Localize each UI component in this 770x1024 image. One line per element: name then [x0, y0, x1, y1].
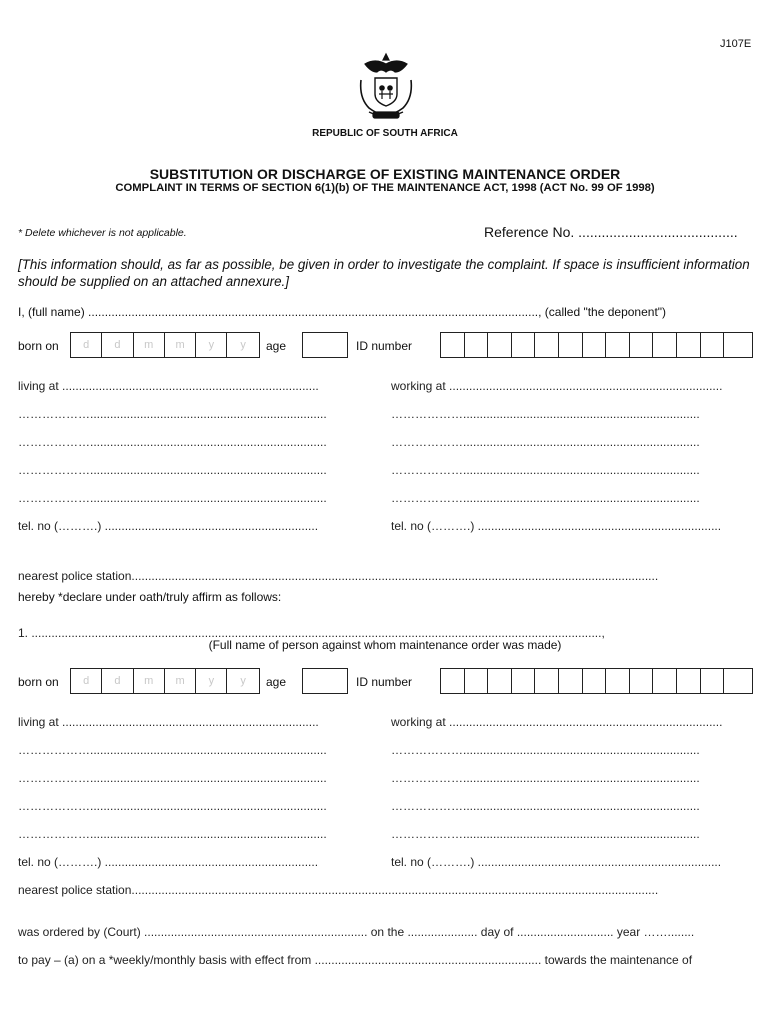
form-subtitle: COMPLAINT IN TERMS OF SECTION 6(1)(b) OF THE MAINTENANCE ACT, 1998 (ACT No. 99 OF 1998): [115, 182, 655, 194]
born-on-label: born on: [18, 339, 59, 353]
id-digit-cell[interactable]: [724, 669, 748, 693]
respondent-full-name-field[interactable]: 1. ...........................................................................................................................................................................,: [18, 626, 605, 640]
deponent-work-address-line[interactable]: ……………….......................................................................: [391, 491, 700, 505]
info-instructions: [This information should, as far as possible, be given in order to investigate the complaint. If space is insufficient information should be supplied on an attached annexure.]: [18, 257, 750, 289]
date-cell[interactable]: m: [134, 669, 165, 693]
date-cell[interactable]: m: [165, 333, 196, 357]
id-digit-cell[interactable]: [559, 333, 583, 357]
id-digit-cell[interactable]: [630, 333, 654, 357]
id-digit-cell[interactable]: [535, 669, 559, 693]
respondent-address-line[interactable]: ……………….......................................................................: [18, 827, 327, 841]
id-digit-cell[interactable]: [677, 333, 701, 357]
respondent-work-address-line[interactable]: ……………….......................................................................: [391, 799, 700, 813]
deponent-full-name-field[interactable]: I, (full name) ......................................................................................................................................., (called "the deponent"): [18, 305, 667, 319]
deponent-id-number-boxes[interactable]: [440, 332, 753, 358]
declaration-statement: hereby *declare under oath/truly affirm as follows:: [18, 590, 282, 604]
id-digit-cell[interactable]: [606, 333, 630, 357]
respondent-work-address-line[interactable]: ……………….......................................................................: [391, 827, 700, 841]
form-code: J107E: [720, 38, 752, 50]
deponent-work-address-line[interactable]: ……………….......................................................................: [391, 435, 700, 449]
respondent-age-box[interactable]: [302, 668, 348, 694]
respondent-tel-field[interactable]: tel. no (……….) ................................................................: [18, 855, 319, 869]
id-digit-cell[interactable]: [488, 669, 512, 693]
age-label: age: [266, 339, 287, 353]
id-digit-cell[interactable]: [441, 333, 465, 357]
deponent-address-line[interactable]: ……………….......................................................................: [18, 435, 327, 449]
date-cell[interactable]: d: [102, 669, 133, 693]
deponent-work-address-line[interactable]: ……………….......................................................................: [391, 463, 700, 477]
id-digit-cell[interactable]: [701, 669, 725, 693]
respondent-address-line[interactable]: ……………….......................................................................: [18, 743, 327, 757]
id-number-label: ID number: [356, 339, 413, 353]
born-on-label: born on: [18, 675, 59, 689]
date-cell[interactable]: m: [134, 333, 165, 357]
respondent-work-tel-field[interactable]: tel. no (……….) .........................................................................: [391, 855, 722, 869]
date-cell[interactable]: d: [102, 333, 133, 357]
respondent-address-line[interactable]: ……………….......................................................................: [18, 771, 327, 785]
country-name: REPUBLIC OF SOUTH AFRICA: [312, 128, 458, 139]
date-cell[interactable]: y: [240, 675, 246, 687]
date-cell[interactable]: d: [71, 669, 102, 693]
id-digit-cell[interactable]: [512, 669, 536, 693]
respondent-police-station-field[interactable]: nearest police station..............................................................................................................................................................: [18, 883, 659, 897]
ordered-by-court-field[interactable]: was ordered by (Court) ................................................................... on the ..................... day of ............................. year ……........: [18, 925, 695, 939]
id-digit-cell[interactable]: [441, 669, 465, 693]
delete-note: * Delete whichever is not applicable.: [18, 227, 187, 239]
id-digit-cell[interactable]: [653, 333, 677, 357]
id-digit-cell[interactable]: [559, 669, 583, 693]
respondent-address-line[interactable]: ……………….......................................................................: [18, 799, 327, 813]
date-cell[interactable]: y: [196, 669, 227, 693]
id-number-label: ID number: [356, 675, 413, 689]
id-digit-cell[interactable]: [488, 333, 512, 357]
id-digit-cell[interactable]: [535, 333, 559, 357]
id-digit-cell[interactable]: [465, 669, 489, 693]
id-digit-cell[interactable]: [465, 333, 489, 357]
respondent-work-address-line[interactable]: ……………….......................................................................: [391, 743, 700, 757]
date-cell[interactable]: d: [71, 333, 102, 357]
deponent-address-line[interactable]: ……………….......................................................................: [18, 463, 327, 477]
id-digit-cell[interactable]: [512, 333, 536, 357]
deponent-address-line[interactable]: ……………….......................................................................: [18, 407, 327, 421]
age-label: age: [266, 675, 287, 689]
deponent-work-tel-field[interactable]: tel. no (……….) .........................................................................: [391, 519, 722, 533]
deponent-living-at-field[interactable]: living at .............................................................................: [18, 379, 319, 393]
id-digit-cell[interactable]: [606, 669, 630, 693]
reference-number-field[interactable]: Reference No. .........................................: [484, 224, 738, 240]
deponent-working-at-field[interactable]: working at ..................................................................................: [391, 379, 723, 393]
id-digit-cell[interactable]: [583, 333, 607, 357]
id-digit-cell[interactable]: [724, 333, 748, 357]
deponent-police-station-field[interactable]: nearest police station..............................................................................................................................................................: [18, 569, 659, 583]
respondent-birth-date-boxes[interactable]: [70, 668, 260, 694]
id-digit-cell[interactable]: [583, 669, 607, 693]
id-digit-cell[interactable]: [653, 669, 677, 693]
deponent-work-address-line[interactable]: ……………….......................................................................: [391, 407, 700, 421]
date-cell[interactable]: y: [196, 333, 227, 357]
date-cell[interactable]: y: [240, 339, 246, 351]
date-cell[interactable]: m: [165, 669, 196, 693]
form-title: SUBSTITUTION OR DISCHARGE OF EXISTING MAINTENANCE ORDER: [149, 166, 621, 182]
respondent-id-number-boxes[interactable]: [440, 668, 753, 694]
deponent-age-box[interactable]: [302, 332, 348, 358]
coat-of-arms-icon: [355, 50, 417, 122]
deponent-birth-date-boxes[interactable]: [70, 332, 260, 358]
deponent-address-line[interactable]: ……………….......................................................................: [18, 491, 327, 505]
deponent-tel-field[interactable]: tel. no (……….) ................................................................: [18, 519, 319, 533]
id-digit-cell[interactable]: [701, 333, 725, 357]
id-digit-cell[interactable]: [677, 669, 701, 693]
respondent-working-at-field[interactable]: working at ..................................................................................: [391, 715, 723, 729]
respondent-work-address-line[interactable]: ……………….......................................................................: [391, 771, 700, 785]
respondent-name-caption: (Full name of person against whom maintenance order was made): [208, 638, 562, 652]
id-digit-cell[interactable]: [630, 669, 654, 693]
payment-terms-field[interactable]: to pay – (a) on a *weekly/monthly basis with effect from .................................................................... towards the maintenance of: [18, 953, 693, 967]
respondent-living-at-field[interactable]: living at .............................................................................: [18, 715, 319, 729]
